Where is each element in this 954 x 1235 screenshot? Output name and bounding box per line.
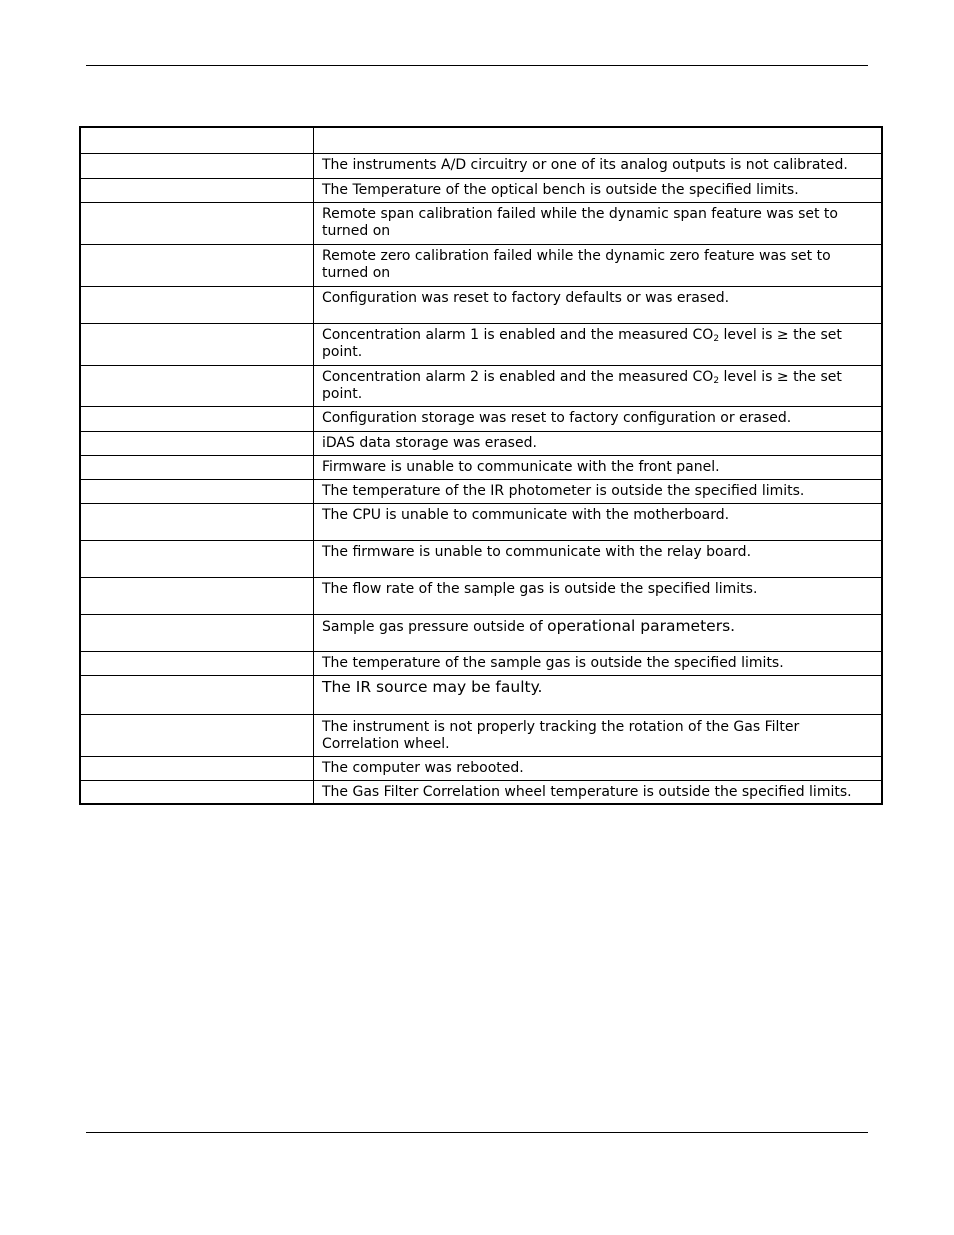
description-cell: The instruments A/D circuitry or one of its analog outputs is not calibrated. xyxy=(314,153,883,178)
table-row xyxy=(80,406,882,431)
description-text: level is ≥ the set point. xyxy=(322,368,842,402)
name-cell xyxy=(80,780,314,804)
table-row xyxy=(80,323,882,365)
name-cell xyxy=(80,714,314,756)
table-row xyxy=(80,286,882,323)
table-row xyxy=(80,503,882,540)
header-rule xyxy=(86,65,868,66)
name-cell xyxy=(80,153,314,178)
description-text: Concentration alarm 2 is enabled and the measured CO xyxy=(322,368,714,385)
name-cell xyxy=(80,365,314,406)
name-cell xyxy=(80,503,314,540)
description-cell xyxy=(314,675,883,714)
description-cell: The Temperature of the optical bench is outside the specified limits. xyxy=(314,178,883,202)
description-cell: Configuration was reset to factory defaults or was erased. xyxy=(314,286,883,323)
name-cell xyxy=(80,614,314,651)
table-row xyxy=(80,479,882,503)
table-row xyxy=(80,756,882,780)
description-cell: Remote span calibration failed while the dynamic span feature was set to turned on xyxy=(314,202,883,244)
description-cell: The flow rate of the sample gas is outside the specified limits. xyxy=(314,577,883,614)
description-cell: The temperature of the sample gas is outside the specified limits. xyxy=(314,651,883,675)
table-row xyxy=(80,577,882,614)
table-row xyxy=(80,780,882,804)
name-cell xyxy=(80,577,314,614)
table-row xyxy=(80,455,882,479)
description-cell: The CPU is unable to communicate with the motherboard. xyxy=(314,503,883,540)
description-cell: The Gas Filter Correlation wheel temperature is outside the specified limits. xyxy=(314,780,883,804)
table-row xyxy=(80,244,882,286)
name-cell xyxy=(80,286,314,323)
description-cell: Remote zero calibration failed while the dynamic zero feature was set to turned on xyxy=(314,244,883,286)
name-cell xyxy=(80,675,314,714)
description-cell: The instrument is not properly tracking the rotation of the Gas Filter Correlation wheel. xyxy=(314,714,883,756)
table-row xyxy=(80,714,882,756)
description-cell: The firmware is unable to communicate with the relay board. xyxy=(314,540,883,577)
subscript-text: 2 xyxy=(713,375,720,386)
description-cell xyxy=(314,323,883,365)
name-cell xyxy=(80,479,314,503)
name-cell xyxy=(80,178,314,202)
name-cell xyxy=(80,455,314,479)
description-cell: The temperature of the IR photometer is outside the specified limits. xyxy=(314,479,883,503)
warning-messages-table xyxy=(79,126,883,805)
table-row xyxy=(80,202,882,244)
name-cell xyxy=(80,202,314,244)
description-header-cell xyxy=(314,127,883,153)
table-header-row xyxy=(80,127,882,153)
table-row xyxy=(80,178,882,202)
description-text-large: The IR source may be faulty. xyxy=(322,677,543,696)
description-text: Sample gas pressure outside of xyxy=(322,618,548,635)
description-text-large: operational parameters. xyxy=(547,616,736,635)
name-cell xyxy=(80,406,314,431)
name-header-cell xyxy=(80,127,314,153)
table-row xyxy=(80,614,882,651)
footer-rule xyxy=(86,1132,868,1133)
description-cell: Configuration storage was reset to factory configuration or erased. xyxy=(314,406,883,431)
description-cell xyxy=(314,365,883,406)
table-row xyxy=(80,431,882,455)
name-cell xyxy=(80,431,314,455)
description-cell: Firmware is unable to communicate with the front panel. xyxy=(314,455,883,479)
description-text: Concentration alarm 1 is enabled and the measured CO xyxy=(322,326,714,343)
description-cell: iDAS data storage was erased. xyxy=(314,431,883,455)
name-cell xyxy=(80,651,314,675)
name-cell xyxy=(80,540,314,577)
description-text: level is ≥ the set point. xyxy=(322,326,842,360)
table-row xyxy=(80,675,882,714)
description-cell xyxy=(314,614,883,651)
table-row xyxy=(80,153,882,178)
table-row xyxy=(80,540,882,577)
table-row xyxy=(80,651,882,675)
table-row xyxy=(80,365,882,406)
name-cell xyxy=(80,323,314,365)
name-cell xyxy=(80,244,314,286)
subscript-text: 2 xyxy=(713,333,720,344)
description-cell: The computer was rebooted. xyxy=(314,756,883,780)
name-cell xyxy=(80,756,314,780)
